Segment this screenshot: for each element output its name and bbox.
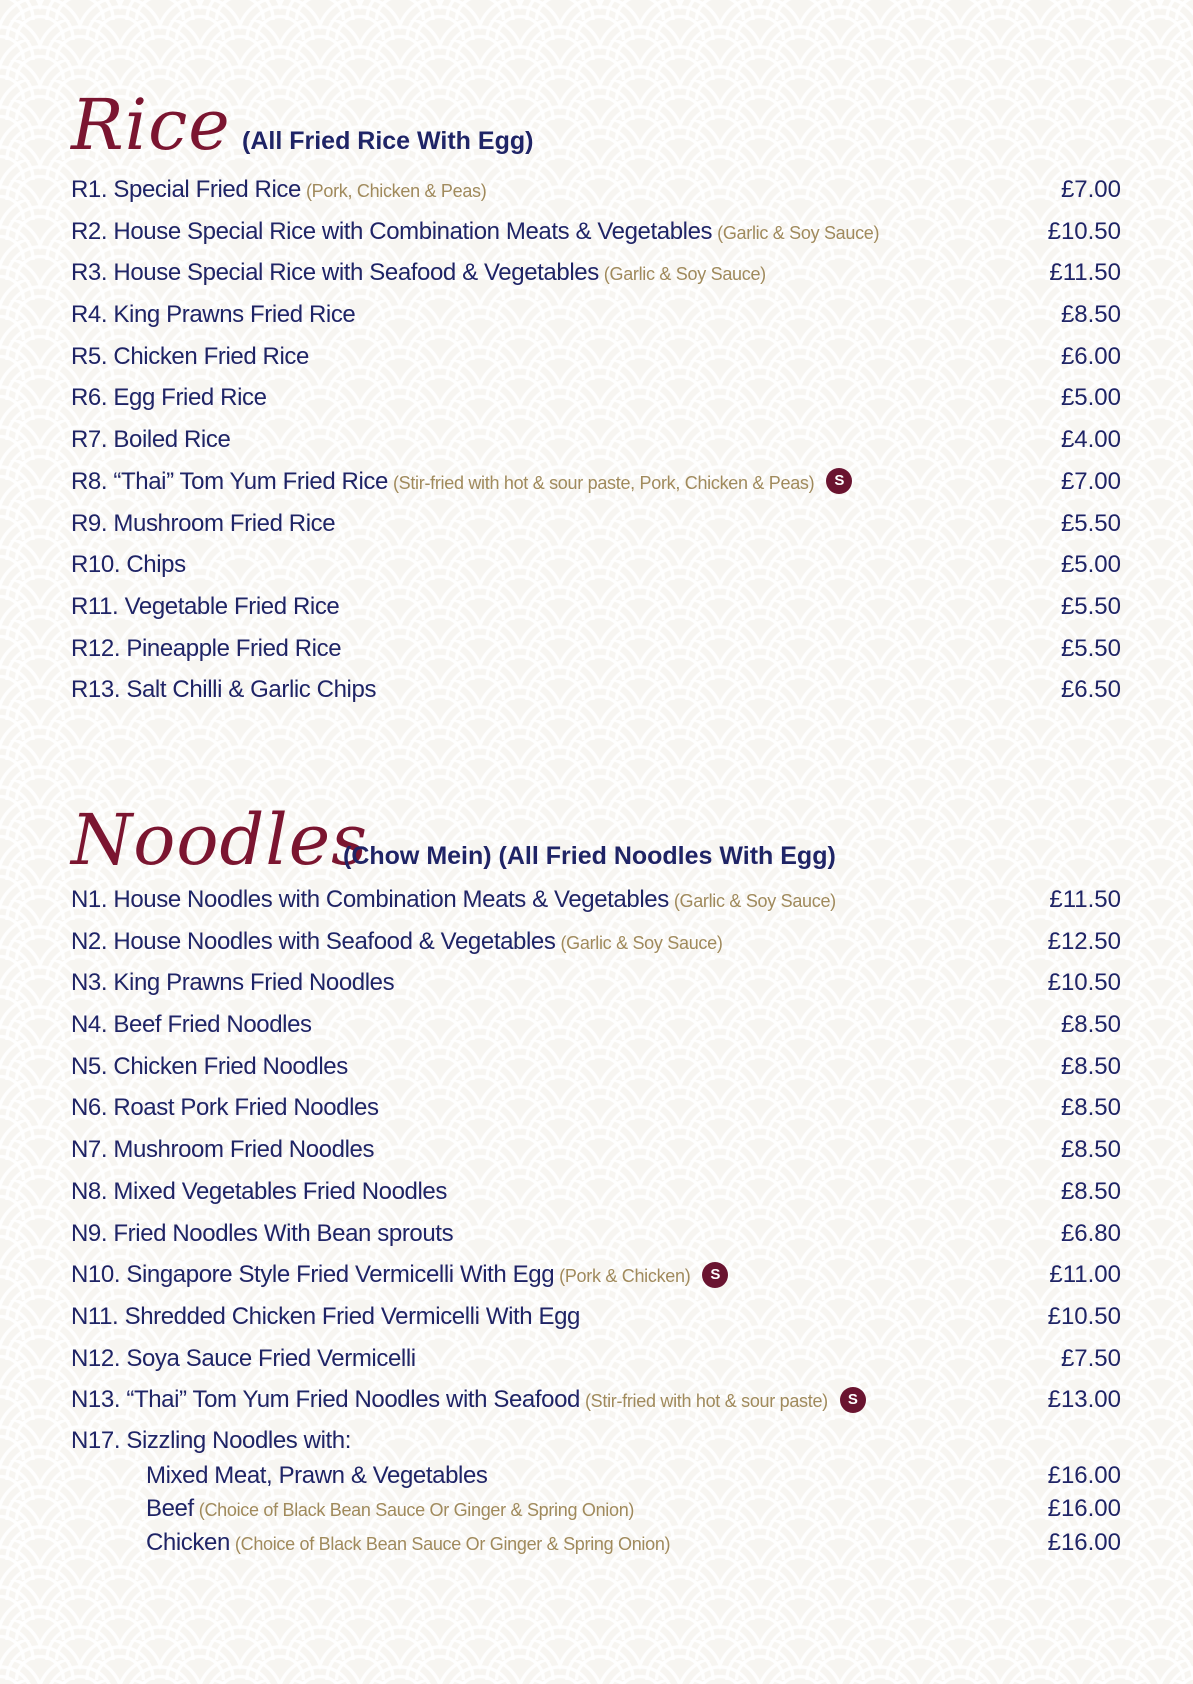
- item-note: (Pork, Chicken & Peas): [305, 181, 487, 201]
- rice-heading: [71, 70, 1121, 166]
- item-name: R5. Chicken Fried Rice: [71, 342, 309, 370]
- item-price: £7.00: [1060, 176, 1121, 203]
- item-name: R3. House Special Rice with Seafood & Vegetables: [71, 259, 599, 287]
- sizzling-heading: [71, 1422, 1121, 1459]
- item-price: £6.50: [1060, 676, 1121, 704]
- item-note: (Pork & Chicken): [559, 1266, 691, 1287]
- item-price: £8.50: [1060, 1052, 1121, 1080]
- item-name: N3. King Prawns Fried Noodles: [71, 969, 395, 997]
- item-price: £6.00: [1060, 342, 1121, 370]
- spicy-badge-icon: S: [826, 468, 852, 494]
- menu-item-row: [71, 1087, 1121, 1129]
- item-name: Beef: [146, 1495, 194, 1523]
- item-name: N6. Roast Pork Fried Noodles: [71, 1094, 379, 1122]
- sizzling-group: [71, 1422, 1121, 1560]
- item-note: (Garlic & Soy Sauce): [560, 932, 723, 953]
- item-price: £5.00: [1060, 551, 1121, 579]
- sizzling-option-row: [71, 1492, 1121, 1526]
- item-price: £13.00: [1047, 1386, 1121, 1414]
- item-name: R6. Egg Fried Rice: [71, 384, 267, 412]
- item-price: £8.50: [1060, 1136, 1121, 1164]
- item-name: R9. Mushroom Fried Rice: [71, 509, 336, 537]
- item-price: £16.00: [1047, 1528, 1121, 1556]
- item-name: R2. House Special Rice with Combination Meats & Vegetables: [71, 217, 713, 245]
- item-price: £5.00: [1060, 384, 1121, 412]
- item-price: £8.50: [1060, 1177, 1121, 1205]
- item-name: N8. Mixed Vegetables Fried Noodles: [71, 1177, 447, 1205]
- item-price: £7.50: [1060, 1344, 1121, 1372]
- menu-item-row: [71, 879, 1121, 921]
- menu-item-row: [71, 294, 1121, 336]
- item-name: Chicken: [146, 1528, 230, 1556]
- sizzling-option-row: [71, 1459, 1121, 1493]
- item-name: R12. Pineapple Fried Rice: [71, 634, 342, 662]
- item-price: £16.00: [1047, 1495, 1121, 1523]
- item-price: £5.50: [1060, 509, 1121, 537]
- menu-item-row: [71, 669, 1121, 711]
- item-price: £11.50: [1049, 259, 1121, 287]
- item-name: Mixed Meat, Prawn & Vegetables: [146, 1461, 488, 1489]
- sizzling-option-row: [71, 1526, 1121, 1560]
- noodles-script-title: Noodles: [71, 799, 369, 881]
- item-price: £12.50: [1047, 927, 1121, 955]
- menu-item-row: [71, 336, 1121, 378]
- menu-item-row: [71, 586, 1121, 628]
- item-note: (Choice of Black Bean Sauce Or Ginger & Spring Onion): [234, 1533, 671, 1554]
- menu-item-row: [71, 1254, 1121, 1296]
- item-name: R7. Boiled Rice: [71, 426, 231, 454]
- sizzling-option-list: [71, 1459, 1121, 1560]
- item-price: £10.50: [1047, 1302, 1121, 1330]
- spicy-badge-icon: S: [702, 1262, 728, 1288]
- item-price: £11.00: [1049, 1261, 1121, 1289]
- noodles-item-list: [71, 879, 1121, 1421]
- menu-item-row: [71, 1046, 1121, 1088]
- rice-item-list: [71, 169, 1121, 711]
- item-note: (Garlic & Soy Sauce): [673, 891, 836, 911]
- item-name: R13. Salt Chilli & Garlic Chips: [71, 676, 377, 704]
- item-note: (Stir-fried with hot & sour paste): [584, 1391, 828, 1412]
- menu-item-row: [71, 544, 1121, 586]
- menu-item-row: [71, 962, 1121, 1004]
- menu-item-row: [71, 461, 1121, 503]
- menu-item-row: [71, 628, 1121, 670]
- item-price: £8.50: [1060, 301, 1121, 329]
- noodles-sub-title: (Chow Mein) (All Fried Noodles With Egg): [343, 842, 836, 870]
- menu-item-row: [71, 1213, 1121, 1255]
- item-name: N9. Fried Noodles With Bean sprouts: [71, 1219, 454, 1247]
- item-name: N13. “Thai” Tom Yum Fried Noodles with Seafood: [71, 1386, 580, 1414]
- menu-item-row: [71, 419, 1121, 461]
- item-name: N2. House Noodles with Seafood & Vegetables: [71, 927, 556, 955]
- item-note: (Choice of Black Bean Sauce Or Ginger & Spring Onion): [198, 1500, 635, 1521]
- menu-item-row: [71, 1171, 1121, 1213]
- item-name: R8. “Thai” Tom Yum Fried Rice: [71, 467, 388, 495]
- menu-item-row: [71, 1379, 1121, 1421]
- menu-item-row: [71, 1004, 1121, 1046]
- noodles-heading: [71, 785, 1121, 881]
- item-name: N11. Shredded Chicken Fried Vermicelli With Egg: [71, 1302, 580, 1330]
- item-price: £8.50: [1060, 1011, 1121, 1039]
- item-price: £10.50: [1047, 969, 1121, 997]
- noodles-section: [71, 785, 1121, 1559]
- menu-item-row: [71, 921, 1121, 963]
- item-price: £5.50: [1060, 592, 1121, 620]
- spicy-badge-icon: S: [840, 1387, 866, 1413]
- menu-item-row: [71, 503, 1121, 545]
- rice-section: [71, 70, 1121, 711]
- menu-item-row: [71, 211, 1121, 253]
- item-price: £11.50: [1049, 886, 1121, 913]
- item-price: £8.50: [1060, 1094, 1121, 1122]
- menu-item-row: [71, 169, 1121, 211]
- item-name: N1. House Noodles with Combination Meats & Vegetables: [71, 886, 669, 913]
- sizzling-heading-label: N17. Sizzling Noodles with:: [71, 1426, 352, 1454]
- rice-script-title: Rice: [71, 84, 231, 166]
- item-name: N7. Mushroom Fried Noodles: [71, 1136, 375, 1164]
- item-name: R10. Chips: [71, 551, 186, 579]
- menu-item-row: [71, 252, 1121, 294]
- item-price: £4.00: [1060, 426, 1121, 454]
- menu-item-row: [71, 1129, 1121, 1171]
- item-name: R4. King Prawns Fried Rice: [71, 301, 356, 329]
- item-name: N12. Soya Sauce Fried Vermicelli: [71, 1344, 416, 1372]
- item-price: £16.00: [1047, 1461, 1121, 1489]
- item-note: (Garlic & Soy Sauce): [717, 222, 880, 243]
- item-name: N5. Chicken Fried Noodles: [71, 1052, 348, 1080]
- item-name: N10. Singapore Style Fried Vermicelli With Egg: [71, 1261, 555, 1289]
- menu-item-row: [71, 1338, 1121, 1380]
- item-price: £6.80: [1060, 1219, 1121, 1247]
- rice-sub-title: (All Fried Rice With Egg): [242, 127, 534, 155]
- menu-item-row: [71, 1296, 1121, 1338]
- item-price: £7.00: [1060, 467, 1121, 495]
- item-note: (Garlic & Soy Sauce): [603, 264, 766, 285]
- item-note: (Stir-fried with hot & sour paste, Pork, Chicken & Peas): [392, 472, 815, 493]
- item-name: R11. Vegetable Fried Rice: [71, 592, 340, 620]
- item-price: £5.50: [1060, 634, 1121, 662]
- item-name: R1. Special Fried Rice: [71, 176, 301, 203]
- item-name: N4. Beef Fried Noodles: [71, 1011, 312, 1039]
- menu-item-row: [71, 377, 1121, 419]
- item-price: £10.50: [1047, 217, 1121, 245]
